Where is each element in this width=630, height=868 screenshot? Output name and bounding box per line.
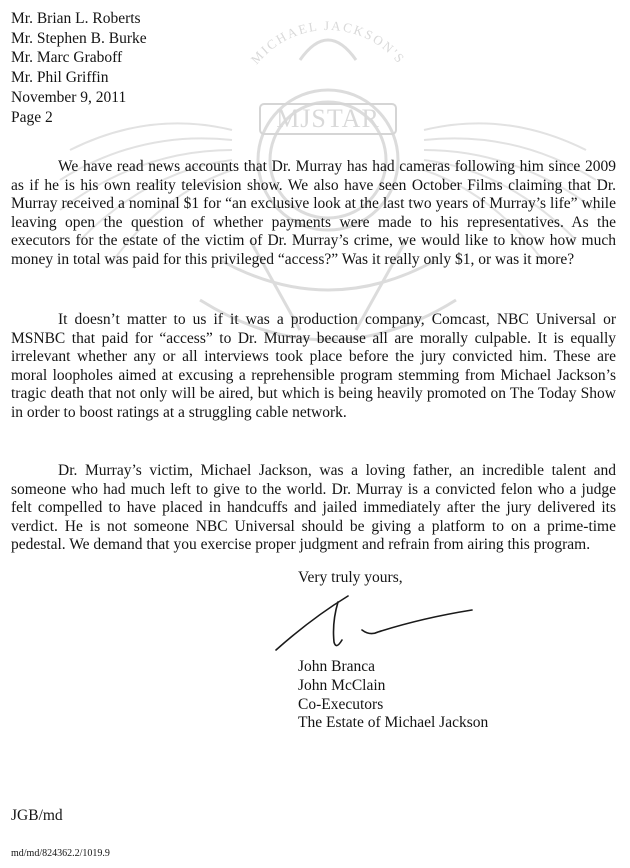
addressee-line: Mr. Stephen B. Burke [11,29,147,47]
addressee-line: Mr. Phil Griffin [11,69,109,87]
addressee-block [11,9,311,127]
addressee-line: Mr. Brian L. Roberts [11,10,141,27]
watermark-arc-text: MICHAEL JACKSON'S [247,17,409,67]
letter-date: November 9, 2011 [11,88,127,106]
typist-initials: JGB/md [11,807,63,824]
signer-name: John Branca [298,658,376,675]
watermark-brand: MJSTAR [276,104,380,133]
closing-salutation: Very truly yours, [298,569,403,586]
signer-organization: The Estate of Michael Jackson [298,714,489,732]
signer-name: John McClain [298,676,386,694]
signer-block [298,658,488,733]
page-number: Page 2 [11,108,53,126]
body-paragraph-3: Dr. Murray’s victim, Michael Jackson, was a loving father, an incredible talent and someone who had much left to give to the world. Dr. Murray is a convicted felon who a judge felt compelled to have placed in handcuffs and jailed immediately after the jury delivered its verdict. He is not someone NBC Universal should be giving a platform to on a prime-time pedestal. We demand that you exercise proper judgment and refrain from airing this program. [11,462,616,554]
body-paragraph-1: We have read news accounts that Dr. Murray has had cameras following him since 2009 as if he is his own reality television show. We also have seen October Films claiming that Dr. Murray received a nominal $1 for “an exclusive look at the last two years of Murray’s life” while leaving open the question of whether payments were made to his representatives. As the executors for the estate of the victim of Dr. Murray’s crime, we would like to know how much money in total was paid for this privileged “access?” Was it really only $1, or was it more? [11,158,616,268]
body-paragraph-2: It doesn’t matter to us if it was a production company, Comcast, NBC Universal or MSNBC that paid for “access” to Dr. Murray because all are morally culpable. It is equally irrelevant whether any or all interviews took place before the jury convicted him. These are moral loopholes aimed at excusing a reprehensible program stemming from Michael Jackson’s tragic death that not only will be aired, but which is being heavily promoted on The Today Show in order to boost ratings at a struggling cable network. [11,311,616,421]
document-reference: md/md/824362.2/1019.9 [11,848,110,859]
signer-title: Co-Executors [298,695,384,713]
addressee-line: Mr. Marc Graboff [11,49,123,67]
